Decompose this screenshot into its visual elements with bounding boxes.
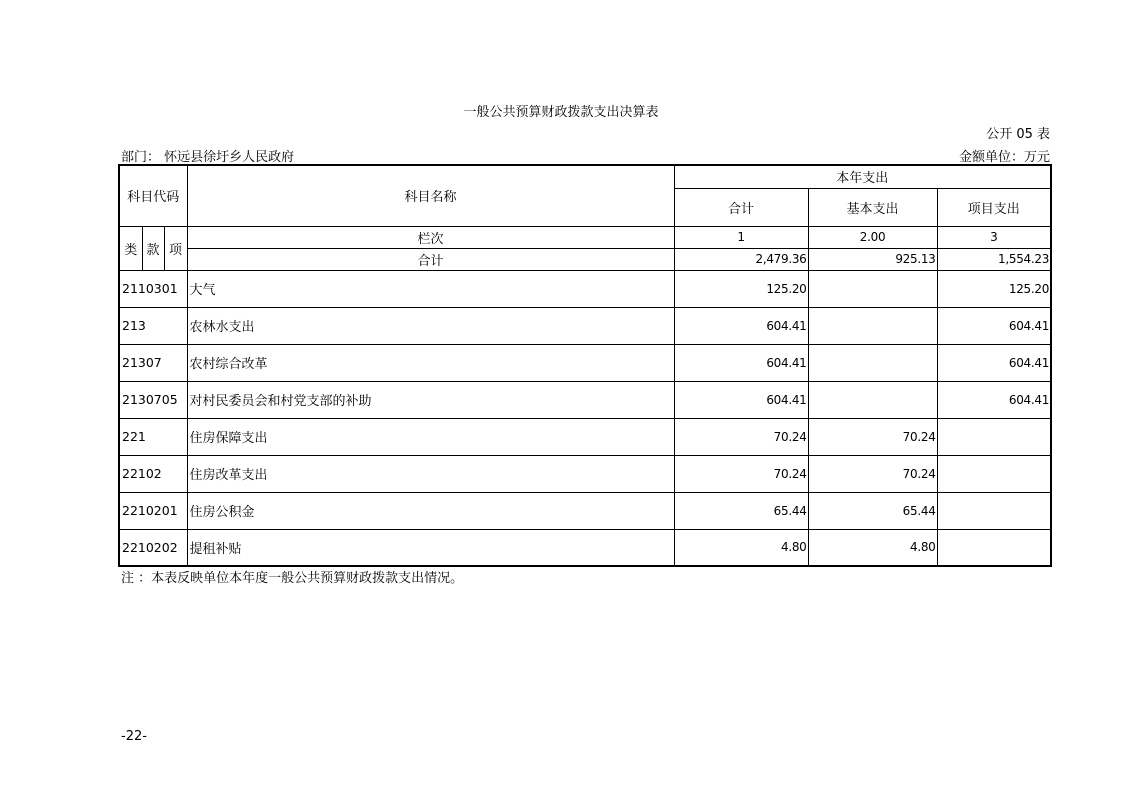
row-basic: 4.80: [808, 529, 937, 566]
table-row: [119, 381, 1051, 418]
row-project: 125.20: [937, 270, 1051, 307]
row-project: 604.41: [937, 381, 1051, 418]
row-name: 对村民委员会和村党支部的补助: [187, 381, 674, 418]
row-total: 4.80: [674, 529, 808, 566]
row-code: 2130705: [119, 381, 187, 418]
row-basic: [808, 344, 937, 381]
form-number: 公开 05 表: [986, 127, 1050, 142]
row-total: 65.44: [674, 492, 808, 529]
row-total: 70.24: [674, 418, 808, 455]
row-project: [937, 492, 1051, 529]
page-title: 一般公共预算财政拨款支出决算表: [463, 105, 659, 120]
row-code: 22102: [119, 455, 187, 492]
row-name: 农林水支出: [187, 307, 674, 344]
row-basic: 65.44: [808, 492, 937, 529]
row-total: 125.20: [674, 270, 808, 307]
header-current-year: 本年支出: [674, 165, 1051, 188]
row-project: [937, 529, 1051, 566]
row-basic: [808, 381, 937, 418]
expenditure-table: [118, 164, 1052, 567]
row-code: 2210201: [119, 492, 187, 529]
row-basic: [808, 307, 937, 344]
table-row: [119, 344, 1051, 381]
page-number: -22-: [121, 729, 147, 744]
header-xiang: 项: [164, 226, 187, 270]
row-name: 提租补贴: [187, 529, 674, 566]
column-no-project: 3: [937, 226, 1051, 248]
sum-project: 1,554.23: [937, 248, 1051, 270]
row-name: 大气: [187, 270, 674, 307]
column-label: 栏次: [187, 226, 674, 248]
row-project: [937, 418, 1051, 455]
column-no-basic: 2.00: [808, 226, 937, 248]
row-code: 2210202: [119, 529, 187, 566]
row-total: 604.41: [674, 344, 808, 381]
header-subject-code: 科目代码: [119, 165, 187, 226]
table-row: [119, 529, 1051, 566]
row-total: 604.41: [674, 381, 808, 418]
row-project: [937, 455, 1051, 492]
header-project: 项目支出: [937, 188, 1051, 226]
row-name: 住房改革支出: [187, 455, 674, 492]
row-name: 住房公积金: [187, 492, 674, 529]
row-name: 农村综合改革: [187, 344, 674, 381]
header-total: 合计: [674, 188, 808, 226]
row-total: 604.41: [674, 307, 808, 344]
header-kuan: 款: [142, 226, 164, 270]
row-code: 2110301: [119, 270, 187, 307]
row-name: 住房保障支出: [187, 418, 674, 455]
row-basic: [808, 270, 937, 307]
header-subject-name: 科目名称: [187, 165, 674, 226]
row-project: 604.41: [937, 344, 1051, 381]
table-row: [119, 418, 1051, 455]
row-code: 221: [119, 418, 187, 455]
sum-total: 2,479.36: [674, 248, 808, 270]
column-no-total: 1: [674, 226, 808, 248]
table-row: [119, 455, 1051, 492]
row-basic: 70.24: [808, 455, 937, 492]
row-code: 213: [119, 307, 187, 344]
table-row: [119, 492, 1051, 529]
header-basic: 基本支出: [808, 188, 937, 226]
department-label: 部门： 怀远县徐圩乡人民政府: [121, 150, 295, 165]
header-lei: 类: [119, 226, 142, 270]
row-basic: 70.24: [808, 418, 937, 455]
row-project: 604.41: [937, 307, 1051, 344]
row-code: 21307: [119, 344, 187, 381]
sum-label: 合计: [187, 248, 674, 270]
table-note: 注 ：本表反映单位本年度一般公共预算财政拨款支出情况。: [121, 571, 464, 586]
row-total: 70.24: [674, 455, 808, 492]
amount-unit-label: 金额单位：万元: [958, 150, 1050, 165]
table-row: [119, 270, 1051, 307]
sum-basic: 925.13: [808, 248, 937, 270]
table-row: [119, 307, 1051, 344]
